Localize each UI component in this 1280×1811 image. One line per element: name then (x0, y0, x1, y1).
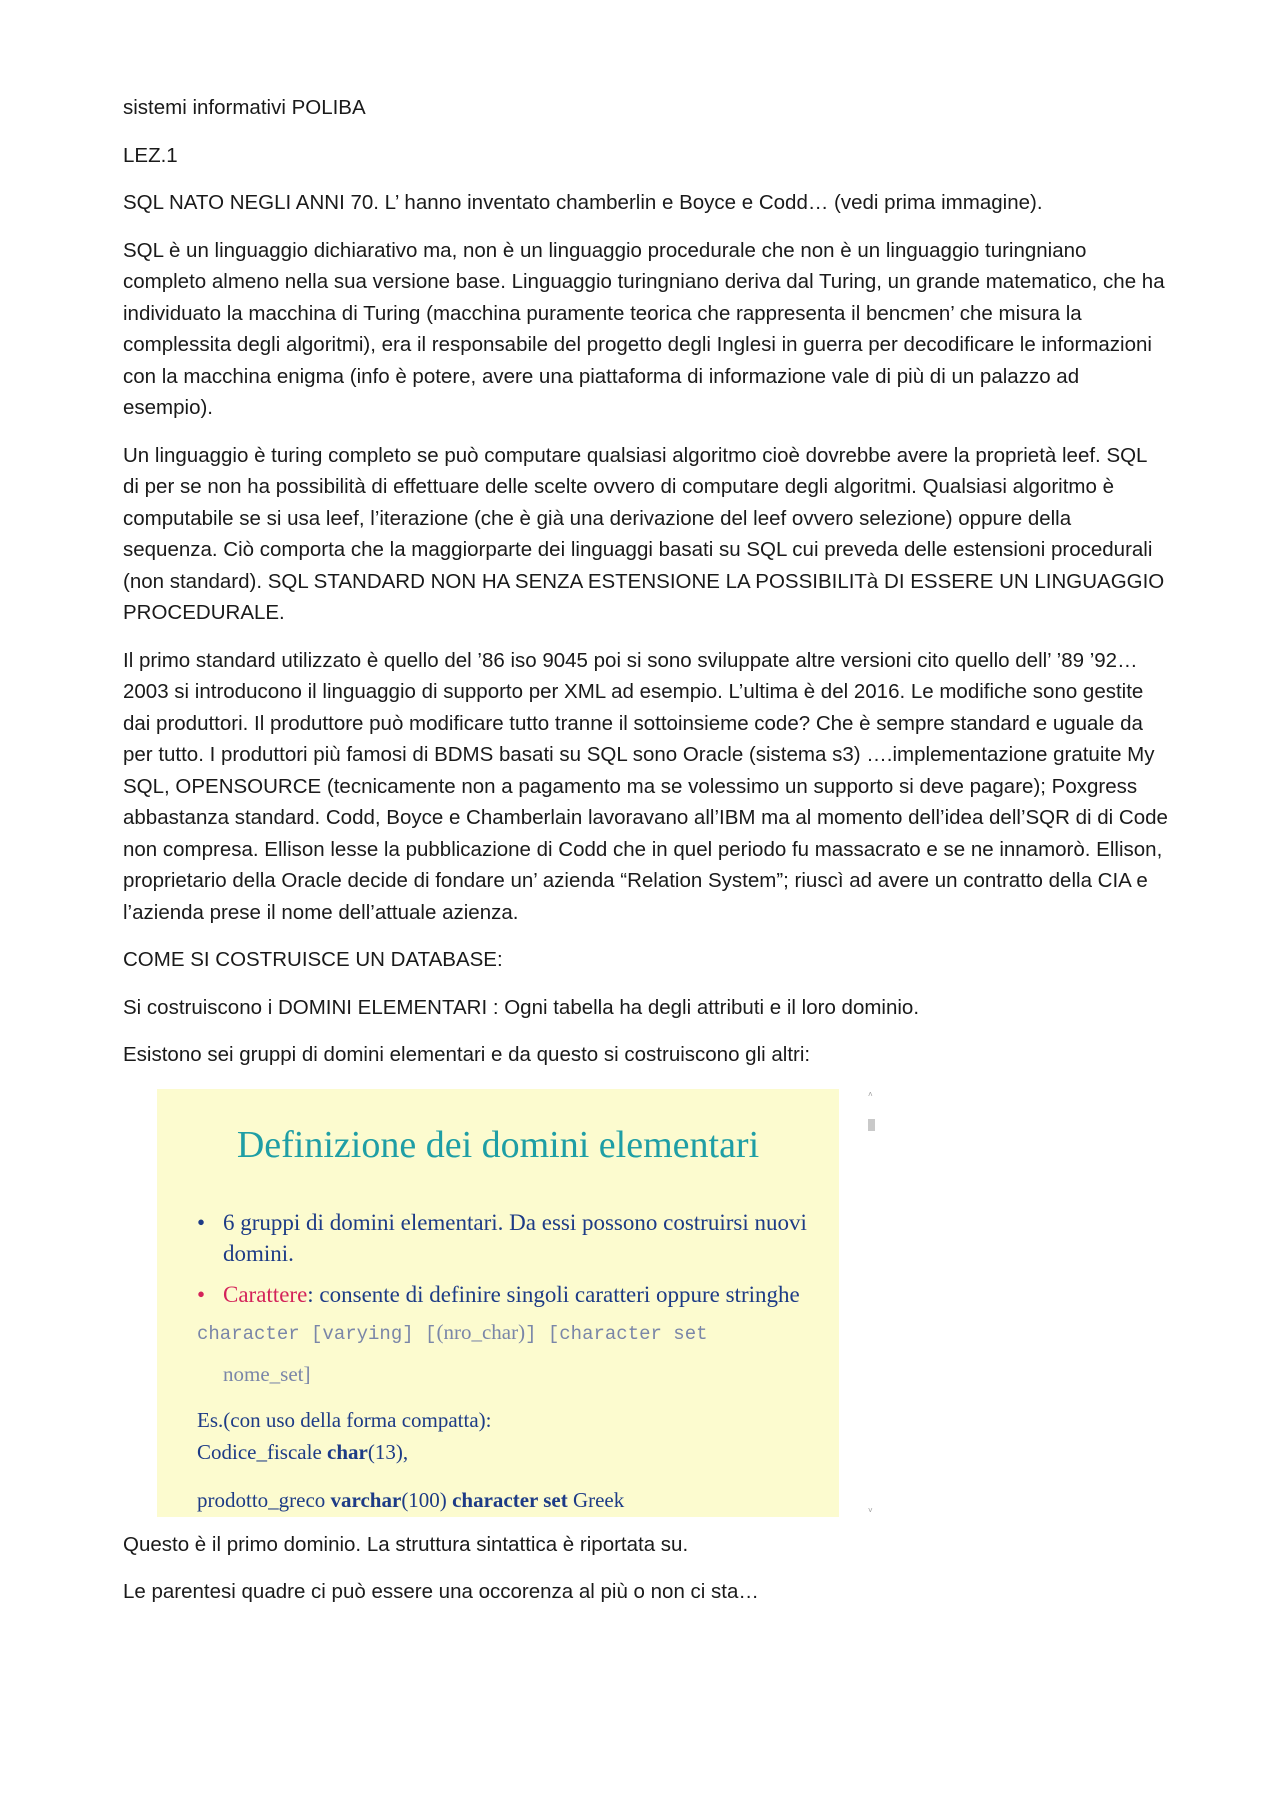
syntax-part: nome_set] (223, 1361, 311, 1386)
paragraph-how-to-build: COME SI COSTRUISCE UN DATABASE: (123, 948, 503, 971)
paragraph-square-brackets: Le parentesi quadre ci può essere una occorenza al più o non ci sta… (123, 1580, 759, 1603)
example-part: (13), (367, 1439, 409, 1464)
example-part: varchar (330, 1487, 402, 1512)
lesson-label: LEZ.1 (123, 143, 178, 167)
paragraph-elementary-domains: Si costruiscono i DOMINI ELEMENTARI : Ogni tabella ha degli attributi e il loro dominio. (123, 995, 920, 1019)
bullet-icon: • (197, 1209, 206, 1235)
slide-image (157, 1089, 839, 1517)
syntax-part: character [varying] [ (197, 1322, 437, 1345)
slide-example-1 (197, 1436, 817, 1468)
slide-image-container (123, 1087, 1168, 1523)
bullet-icon: • (197, 1281, 206, 1307)
slide-body (197, 1207, 817, 1532)
syntax-part: (nro_char) (436, 1319, 526, 1344)
slide-bullet-character (197, 1279, 817, 1310)
paragraph-sql-origin: SQL NATO NEGLI ANNI 70. L’ hanno inventato chamberlin e Boyce e Codd… (vedi prima immagine). (123, 191, 1043, 214)
document-content (123, 92, 1168, 1624)
example-part: Greek (567, 1487, 625, 1512)
paragraph-standards: Il primo standard utilizzato è quello del ’86 iso 9045 poi si sono sviluppate altre versioni cito quello dell’ ’89 ’92…2003 si introducono il linguaggio di supporto per XML ad esempio. L’ultima è del 2016. Le modifiche sono gestite dai produttori. Il produttore può modificare tutto tranne il sottoinsieme code? Che è sempre standard e uguale da per tutto. I produttori più famosi di BDMS basati su SQL sono Oracle (sistema s3) ….implementazione gratuite My SQL, OPENSOURCE (tecnicamente non a pagamento ma se volessimo un supporto si deve pagare); Poxgress abbastanza standard. Codd, Boyce e Chamberlain lavoravano all’IBM ma al momento dell’idea dell’SQR di di Code non compresa. Ellison lesse la pubblicazione di Codd che in quel periodo fu massacrato e se ne innamorò. Ellison, proprietario della Oracle decide di fondare un’ azienda “Relation System”; riuscì ad avere un contratto della CIA e l’azienda prese il nome dell’attuale azienza. (123, 648, 1168, 924)
slide-syntax-line (197, 1320, 817, 1346)
image-scrollbar[interactable] (867, 1091, 876, 1515)
slide-example-2 (197, 1484, 817, 1516)
scroll-down-icon[interactable]: ˅ (868, 1505, 873, 1515)
example-part: character set (452, 1487, 568, 1512)
slide-bullet-character-term: Carattere (223, 1281, 308, 1307)
document-title: sistemi informativi POLIBA (123, 96, 366, 119)
slide-bullet-groups (197, 1207, 817, 1269)
example-part: Codice_fiscale (197, 1439, 328, 1464)
syntax-part: ] [character set (525, 1322, 708, 1345)
slide-title: Definizione dei domini elementari (236, 1123, 760, 1166)
slide-example-label: Es.(con uso della forma compatta): (197, 1407, 492, 1432)
example-part: (100) (401, 1487, 453, 1512)
paragraph-turing-complete: Un linguaggio è turing completo se può computare qualsiasi algoritmo cioè dovrebbe avere la proprietà leef. SQL di per se non ha possibilità di effettuare delle scelte ovvero di computare degli algoritmi. Qualsiasi algoritmo è computabile se si usa leef, l’iterazione (che è già una derivazione del leef ovvero selezione) oppure della sequenza. Ciò comporta che la maggiorparte dei linguaggi basati su SQL cui preveda delle estensioni procedurali (non standard). SQL STANDARD NON HA SENZA ESTENSIONE LA POSSIBILITà DI ESSERE UN LINGUAGGIO PROCEDURALE. (123, 443, 1165, 624)
scroll-up-icon[interactable]: ˄ (868, 1089, 873, 1099)
example-part: char (327, 1439, 368, 1464)
slide-syntax-line-2 (197, 1362, 817, 1388)
paragraph-declarative: SQL è un linguaggio dichiarativo ma, non è un linguaggio procedurale che non è un linguaggio turingniano completo almeno nella sua versione base. Linguaggio turingniano deriva dal Turing, un grande matematico, che ha individuato la macchina di Turing (macchina puramente teorica che rappresenta il bencmen’ che misura la complessita degli algoritmi), era il responsabile del progetto degli Inglesi in guerra per decodificare le informazioni con la macchina enigma (info è potere, avere una piattaforma di informazione vale di più di un palazzo ad esempio). (123, 238, 1165, 419)
scroll-thumb[interactable] (868, 1119, 875, 1131)
paragraph-six-groups: Esistono sei gruppi di domini elementari e da questo si costruiscono gli altri: (123, 1043, 811, 1066)
slide-bullet-groups-text: 6 gruppi di domini elementari. Da essi possono costruirsi nuovi domini. (223, 1209, 807, 1266)
paragraph-first-domain: Questo è il primo dominio. La struttura sintattica è riportata su. (123, 1532, 689, 1556)
example-part: prodotto_greco (197, 1487, 331, 1512)
slide-bullet-character-text: : consente di definire singoli caratteri oppure stringhe (307, 1281, 800, 1307)
